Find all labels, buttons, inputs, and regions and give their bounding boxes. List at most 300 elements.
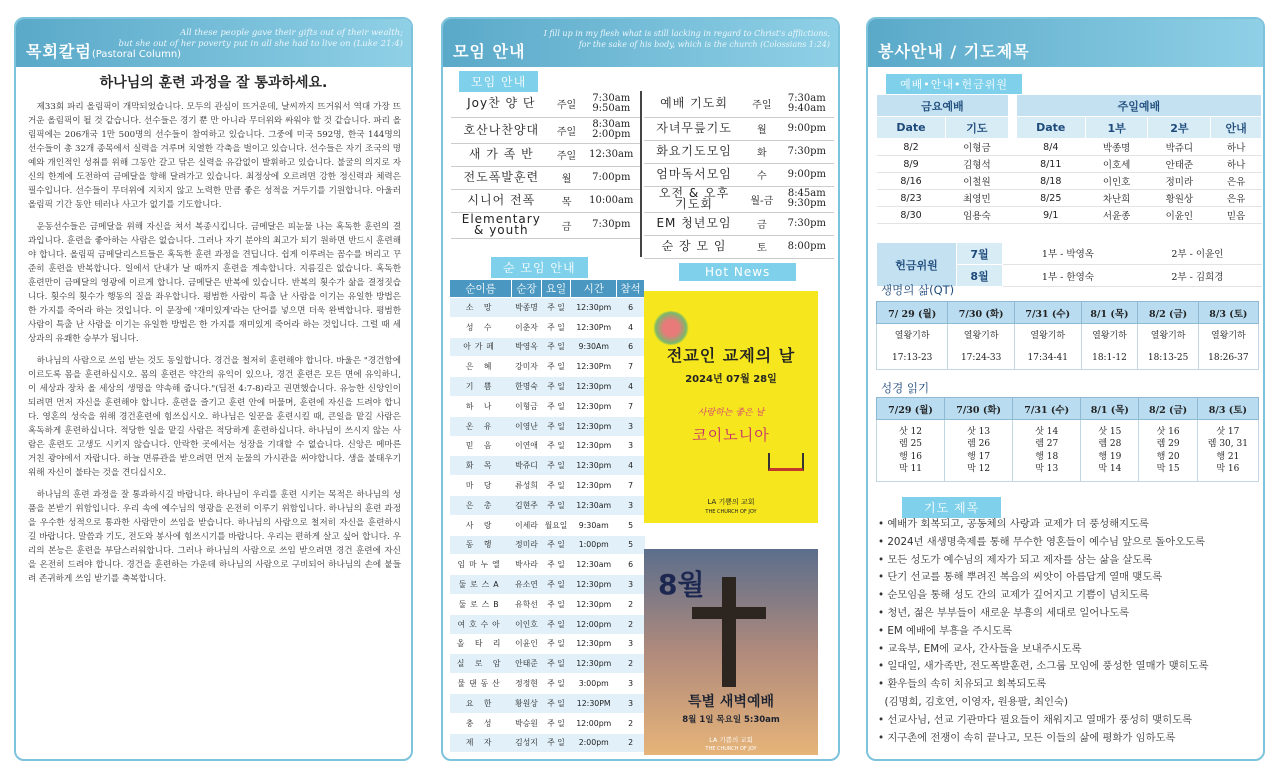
article-paragraph: 제33회 파리 올림픽이 개막되었습니다. 모두의 관심이 뜨거운데, 날씨까지 뜨거워서 역대 가장 뜨거운 올림픽이 될 것 같습니다. 선수들은 경기 뿐 만 아니라 무더위와 싸워야 할 것 같습니다. 파리 올림픽에는 206개국 1만 500명의 선수들이 참여하고 있습니다. 그중에 미국 592명, 한국 144명의 선수들이 총 32개 종목에서 실력을 겨루며 치열한 각축을 벌이고 있습니다. 선수들은 자기 조국의 명예와 개인적인 성취를 위해 그동안 갈고 닦은 실력을 유감없이 발휘하고 있습니다. 불굴의 의지로 자신의 한계에 도전하여 금메달을 향해 달려가고 있습니다. 최정상에 오르려면 강한 정신력과 체력은 필수입니다. 선수들이 무더위에 지치지 않고 노력한 만큼 좋은 성적을 거두기를 기원합니다. 아울러 올림픽 기간 동안 테러나 사고가 없기를 기도합니다. (28, 102, 401, 210)
qt-book: 열왕기하 (1210, 330, 1246, 341)
meeting-name: Joy찬 양 단 (451, 91, 552, 117)
service-cell: 안태준 (1148, 156, 1211, 173)
soon-cell: 류성희 (512, 476, 542, 496)
service-cell: 서윤종 (1085, 207, 1148, 224)
poster-script: 사랑하는 좋은 날 (697, 408, 765, 418)
poster-church: LA 기쁨의 교회 THE CHURCH OF JOY (705, 498, 757, 515)
soon-row (450, 298, 645, 318)
soon-cell: 믿 음 (450, 436, 512, 456)
service-cell: 믿음 (1211, 207, 1262, 224)
article-title: 하나님의 훈련 과정을 잘 통과하세요. (99, 75, 328, 91)
meeting-day: 토 (744, 235, 780, 258)
hot-news-tag: Hot News (679, 263, 796, 281)
service-cell: 황원상 (1148, 190, 1211, 207)
soon-cell: 김성지 (512, 733, 542, 753)
qt-ref: 18:26-37 (1208, 352, 1249, 363)
soon-cell: 12:30am (571, 495, 617, 515)
prayer-tag: 기도 제목 (902, 497, 1001, 518)
meeting-name: EM 청년모임 (644, 212, 744, 235)
soon-cell: 주 일 (541, 634, 571, 654)
soon-cell: 12:30pm (571, 377, 617, 397)
meeting-day: 목 (552, 189, 582, 212)
article-paragraph: 하나님의 사람으로 쓰임 받는 것도 동일합니다. 경건을 철저히 훈련해야 합니다. 바울은 "경건함에 이르도록 몸을 훈련하십시오. 몸의 훈련은 약간의 유익이 있으나, 경건 훈련은 모든 면에 유익하니, 이 세상과 장차 올 세상의 생명을 약속해 줍니다."(딤전 4:7-8)라고 권면했습니다. 유능한 신앙인이 되려면 먼저 자신을 훈련해야 합니다. 훈련을 즐기고 훈련 안에 머물며, 훈련에 자신을 드려야 합니다. 영혼의 성숙을 위해 경건훈련에 힘쓰십시오. 하나님은 일꾼을 훈련시킬 때, 큰일을 맡길 사람은 혹독하게 훈련하십니다. 적당한 일을 맡길 사람은 적당하게 훈련하십니다. 하나님이 쓰시지 않는 사람은 훈련도 고생도 시키지 않습니다. 안락한 곳에서는 성장을 기대할 수 없습니다. 신앙은 메마른 거친 광야에서 자랍니다. 하늘 면류관을 받으려면 먼저 눈물의 가시관을 써야합니다. 생을 불태우기 위해 자신이 불타는 것을 견디십시오. (28, 356, 401, 478)
offering-table (876, 242, 1262, 287)
meeting-name: 화요기도모임 (644, 140, 744, 163)
qt-book: 열왕기하 (1092, 330, 1127, 341)
flower-icon (652, 311, 690, 345)
qt-header: 7/30 (화) (948, 302, 1015, 324)
prayer-item: • 순모임을 통해 성도 간의 교제가 깊어지고 기쁨이 넘치도록 (878, 589, 1149, 602)
service-cell: 김형석 (946, 156, 1009, 173)
soon-cell: 12:30Pm (571, 317, 617, 337)
bible-ref: 막 13 (1035, 464, 1059, 474)
qt-header-row (877, 302, 1259, 324)
soon-cell: 박쥬디 (512, 456, 542, 476)
bible-ref: 삿 15 (1098, 426, 1122, 437)
bible-ref: 막 16 (1216, 464, 1240, 474)
bible-ref: 렘 30, 31 (1207, 439, 1248, 449)
bible-ref: 삿 13 (967, 426, 991, 437)
spacer (1008, 95, 1016, 117)
meeting-row (451, 166, 641, 189)
qt-cell (1138, 324, 1198, 370)
meeting-day: 월 (744, 117, 780, 140)
qt-cell (1081, 324, 1138, 370)
soon-row (450, 495, 645, 515)
soon-cell: 박종명 (512, 298, 542, 318)
soon-row (450, 654, 645, 674)
qt-book: 열왕기하 (894, 330, 930, 341)
pastoral-column-panel (14, 17, 413, 761)
bible-header: 8/1 (목) (1081, 398, 1139, 420)
offering-cell: 1부 - 한영숙 (1003, 265, 1133, 287)
service-cell: 8/25 (1016, 190, 1085, 207)
soon-cell: 12:30PM (571, 693, 617, 713)
service-cell: 8/9 (877, 156, 946, 173)
soon-cell: 이형금 (512, 396, 542, 416)
soon-cell: 3 (617, 436, 645, 456)
offering-cell: 2부 - 이윤인 (1133, 243, 1262, 265)
soon-cell: 아가페 (450, 337, 512, 357)
qt-row (877, 324, 1259, 370)
bible-ref: 행 20 (1156, 451, 1180, 462)
soon-cell: 월요일 (541, 515, 571, 535)
spacer (1008, 190, 1016, 207)
meeting-day: 금 (552, 212, 582, 238)
soon-cell: 7 (617, 396, 645, 416)
service-cell: 하나 (1211, 139, 1262, 156)
poster-brand: 코이노니아 (692, 426, 770, 444)
offering-row (877, 243, 1263, 265)
soon-row (450, 317, 645, 337)
soon-cell: 소 망 (450, 298, 512, 318)
meeting-table-right (644, 91, 834, 259)
soon-cell: 6 (617, 555, 645, 575)
meeting-time: 7:30pm (780, 212, 834, 235)
soon-cell: 올 타 리 (450, 634, 512, 654)
offering-label: 헌금위원 (877, 243, 957, 287)
soon-cell: 박사라 (512, 555, 542, 575)
soon-row (450, 436, 645, 456)
soon-cell: 주 일 (541, 535, 571, 555)
service-cell: 8/2 (877, 139, 946, 156)
soon-cell: 실 로 암 (450, 654, 512, 674)
meeting-time: 7:00pm (582, 166, 641, 189)
meeting-time: 8:45am 9:30pm (780, 186, 834, 212)
qt-ref: 17:24-33 (960, 352, 1002, 363)
soon-cell: 4 (617, 456, 645, 476)
soon-cell: 5 (617, 515, 645, 535)
soon-cell: 12:30am (571, 555, 617, 575)
soon-cell: 충 성 (450, 713, 512, 733)
bible-ref: 렘 25 (899, 439, 923, 449)
bible-cell (1081, 420, 1139, 482)
soon-cell: 물댄동산 (450, 674, 512, 694)
soon-cell: 12:00pm (571, 713, 617, 733)
service-header: 2부 (1148, 117, 1211, 139)
soon-cell: 6 (617, 298, 645, 318)
soon-cell: 9:30Am (571, 337, 617, 357)
cross-icon (722, 577, 736, 687)
soon-cell: 한명숙 (512, 377, 542, 397)
meeting-row (644, 212, 834, 235)
bible-ref: 삿 12 (899, 426, 923, 437)
bible-ref: 막 12 (967, 464, 991, 474)
meeting-name: Elementary & youth (451, 212, 552, 238)
article-paragraph: 하나님의 훈련 과정을 잘 통과하시길 바랍니다. 하나님이 우리를 훈련 시키는 목적은 하나님의 성품을 본받기 위함입니다. 우리 속에 예수님의 영광을 온전히 이루기 위함입니다. 하나님의 훈련 과정을 우수한 성적으로 통과한 사람만이 쓰임을 받습니다. 하나님의 사람으로 철저히 자신을 훈련하시길 바랍니다. 말씀과 기도, 전도와 봉사에 힘쓰시기를 바랍니다. 우리는 편하게 살고 싶어 합니다. 우리의 본능은 훈련을 부담스러워합니다. 그러나 하나님의 사람으로 쓰임 받으려면 경건 훈련에 자신을 온전히 드려야 합니다. 경건을 훈련하는 가운데 하나님의 사람으로 구비되어 하나님의 손에 붙들려 존귀하게 쓰임 받기를 축복합니다. (28, 490, 401, 584)
spacer (1008, 156, 1016, 173)
soon-cell: 강미자 (512, 357, 542, 377)
soon-cell: 이춘자 (512, 317, 542, 337)
soon-cell: 12:30pm (571, 634, 617, 654)
service-row (877, 139, 1262, 156)
qt-ref: 17:34-41 (1027, 352, 1068, 363)
soon-header: 시간 (571, 280, 617, 298)
bible-header: 7/30 (화) (945, 398, 1013, 420)
bible-ref: 행 19 (1098, 451, 1122, 462)
soon-cell: 12:30pm (571, 436, 617, 456)
bible-reading-title: 성경 읽기 (881, 381, 930, 395)
soon-cell: 7 (617, 357, 645, 377)
bible-ref: 행 16 (899, 451, 923, 462)
soon-row (450, 594, 645, 614)
bible-ref: 렘 29 (1156, 439, 1180, 449)
sunday-header: 주일예배 (1016, 95, 1261, 117)
prayer-item: • 단기 선교를 통해 뿌려진 복음의 씨앗이 아름답게 열매 맺도록 (878, 571, 1163, 584)
spacer (1008, 207, 1016, 224)
soon-row (450, 713, 645, 733)
prayer-item: • 청년, 젊은 부부들이 새로운 부흥의 세대로 일어나도록 (878, 606, 1130, 619)
soon-header-row (450, 280, 645, 298)
qt-book: 열왕기하 (1150, 330, 1186, 341)
meeting-row (451, 91, 641, 117)
bible-header: 8/3 (토) (1197, 398, 1258, 420)
bible-ref: 막 15 (1156, 464, 1180, 474)
service-cell: 8/18 (1016, 173, 1085, 190)
service-cell: 이윤인 (1148, 207, 1211, 224)
meeting-day: 월-금 (744, 186, 780, 212)
soon-cell: 사 랑 (450, 515, 512, 535)
meeting-row (644, 235, 834, 258)
soon-cell: 주 일 (541, 594, 571, 614)
qt-header: 8/2 (금) (1138, 302, 1198, 324)
service-row (877, 173, 1262, 190)
soon-header: 참석 (617, 280, 645, 298)
soon-cell: 2 (617, 733, 645, 753)
bible-cell (1197, 420, 1258, 482)
soon-cell: 12:30pm (571, 594, 617, 614)
soon-row (450, 575, 645, 595)
soon-cell: 3 (617, 495, 645, 515)
soon-cell: 주 일 (541, 298, 571, 318)
service-header: 안내 (1211, 117, 1262, 139)
poster-church: LA 기쁨의 교회 THE CHURCH OF JOY (705, 736, 757, 752)
soon-cell: 3 (617, 634, 645, 654)
panel-title: 목회칼럼(Pastoral Column) (26, 42, 182, 61)
soon-row (450, 476, 645, 496)
meeting-day: 주일 (552, 91, 582, 117)
soon-cell: 주 일 (541, 555, 571, 575)
offering-month: 7월 (957, 243, 1003, 265)
soon-cell: 주 일 (541, 654, 571, 674)
meeting-panel (441, 17, 840, 761)
service-tag: 예배•안내•헌금위원 (886, 74, 1022, 94)
soon-cell: 정정현 (512, 674, 542, 694)
bible-cell (1013, 420, 1081, 482)
bible-row (877, 420, 1259, 482)
prayer-item: • 모든 성도가 예수님의 제자가 되고 제자를 삼는 삶을 살도록 (878, 553, 1153, 566)
service-cell: 8/30 (877, 207, 946, 224)
pastoral-column-header (16, 19, 411, 67)
meeting-time: 7:30am 9:40am (780, 91, 834, 117)
soon-cell: 3 (617, 575, 645, 595)
soon-cell: 주 일 (541, 436, 571, 456)
meeting-name: 오전 & 오후 기도회 (644, 186, 744, 212)
meeting-name: 예배 기도회 (644, 91, 744, 117)
soon-cell: 1:00pm (571, 535, 617, 555)
church-house-icon (768, 453, 804, 471)
prayer-item: (김명희, 김호연, 이영자, 원용팔, 최인숙) (878, 695, 1068, 708)
service-prayer-panel (866, 17, 1265, 761)
service-header: Date (1016, 117, 1085, 139)
soon-cell: 9:30am (571, 515, 617, 535)
soon-cell: 이연애 (512, 436, 542, 456)
offering-month: 8월 (957, 265, 1003, 287)
soon-cell: 화 목 (450, 456, 512, 476)
bible-header: 7/31 (수) (1013, 398, 1081, 420)
soon-cell: 주 일 (541, 495, 571, 515)
bible-header: 7/29 (월) (877, 398, 945, 420)
service-header-row (877, 117, 1262, 139)
service-row (877, 156, 1262, 173)
soon-cell: 박영옥 (512, 337, 542, 357)
soon-cell: 주 일 (541, 357, 571, 377)
meeting-row (451, 189, 641, 212)
soon-row (450, 693, 645, 713)
soon-cell: 주 일 (541, 693, 571, 713)
soon-row (450, 614, 645, 634)
soon-cell: 은 혜 (450, 357, 512, 377)
poster-title: 특별 새벽예배 (687, 694, 775, 710)
poster-title: 전교인 교제의 날 (666, 346, 796, 365)
soon-cell: 제 자 (450, 733, 512, 753)
spacer (1008, 139, 1016, 156)
service-group-row (877, 95, 1262, 117)
soon-cell: 2 (617, 654, 645, 674)
soon-cell: 요 한 (450, 693, 512, 713)
qt-header: 8/3 (토) (1198, 302, 1258, 324)
soon-cell: 주 일 (541, 456, 571, 476)
qt-cell (1198, 324, 1258, 370)
prayer-item: • 선교사님, 선교 기관마다 필요들이 채워지고 열매가 풍성히 맺히도록 (878, 713, 1193, 726)
soon-cell: 6 (617, 337, 645, 357)
prayer-item: • EM 예배에 부흥을 주시도록 (878, 624, 1013, 637)
article-body (16, 100, 411, 586)
soon-cell: 2 (617, 614, 645, 634)
meeting-day: 주일 (552, 117, 582, 143)
soon-cell: 주 일 (541, 674, 571, 694)
meeting-tag: 모임 안내 (459, 71, 538, 92)
meeting-name: 엄마독서모임 (644, 163, 744, 186)
offering-cell: 1부 - 박영옥 (1003, 243, 1133, 265)
bible-header: 8/2 (금) (1139, 398, 1197, 420)
soon-cell: 3 (617, 416, 645, 436)
spacer (1008, 173, 1016, 190)
panel-title: 모임 안내 (453, 42, 526, 61)
meeting-name: 새 가 족 반 (451, 143, 552, 166)
soon-cell: 12:30pm (571, 298, 617, 318)
soon-cell: 12:00pm (571, 614, 617, 634)
soon-cell: 12:30Pm (571, 357, 617, 377)
soon-cell: 주 일 (541, 614, 571, 634)
service-cell: 이호세 (1085, 156, 1148, 173)
soon-cell: 3 (617, 693, 645, 713)
prayer-list (878, 516, 1258, 747)
meeting-time: 7:30pm (780, 140, 834, 163)
soon-row (450, 733, 645, 753)
soon-cell: 12:30pm (571, 654, 617, 674)
friday-header: 금요예배 (877, 95, 1009, 117)
bible-ref: 렘 27 (1035, 439, 1059, 449)
bible-ref: 행 17 (967, 451, 991, 462)
soon-cell: 주 일 (541, 396, 571, 416)
cross-icon-bar (692, 607, 766, 619)
meeting-name: 시니어 전폭 (451, 189, 552, 212)
soon-row (450, 515, 645, 535)
soon-row (450, 555, 645, 575)
service-header (868, 19, 1263, 67)
bible-header-row (877, 398, 1259, 420)
poster-fellowship-day (644, 291, 818, 523)
meeting-name: 전도폭발훈련 (451, 166, 552, 189)
service-cell: 정미라 (1148, 173, 1211, 190)
soon-header: 순장 (512, 280, 542, 298)
service-cell: 박쥬디 (1148, 139, 1211, 156)
service-cell: 차난희 (1085, 190, 1148, 207)
qt-cell (948, 324, 1015, 370)
spacer (1008, 117, 1016, 139)
soon-cell: 3 (617, 674, 645, 694)
soon-cell: 4 (617, 377, 645, 397)
service-cell: 8/16 (877, 173, 946, 190)
soon-cell: 온 유 (450, 416, 512, 436)
soon-cell: 하 나 (450, 396, 512, 416)
service-cell: 최영민 (946, 190, 1009, 207)
soon-cell: 주 일 (541, 733, 571, 753)
soon-cell: 은 총 (450, 495, 512, 515)
bible-ref: 막 11 (899, 464, 923, 474)
bible-ref: 행 21 (1216, 451, 1240, 462)
soon-cell: 황원상 (512, 693, 542, 713)
soon-cell: 3:00pm (571, 674, 617, 694)
bible-ref: 삿 17 (1216, 426, 1240, 437)
soon-cell: 2 (617, 594, 645, 614)
soon-row (450, 396, 645, 416)
qt-ref: 18:13-25 (1147, 352, 1189, 363)
soon-cell: 성 수 (450, 317, 512, 337)
soon-row (450, 357, 645, 377)
bible-cell (877, 420, 945, 482)
qt-cell (877, 324, 948, 370)
qt-header: 7/31 (수) (1014, 302, 1081, 324)
soon-cell: 동 행 (450, 535, 512, 555)
poster-dawn-service (644, 549, 818, 755)
soon-cell: 김현주 (512, 495, 542, 515)
meeting-name: 호산나찬양대 (451, 117, 552, 143)
bible-reading-table (876, 397, 1259, 482)
soon-cell: 주 일 (541, 337, 571, 357)
service-row (877, 207, 1262, 224)
qt-cell (1014, 324, 1081, 370)
meeting-row (644, 140, 834, 163)
soon-cell: 12:30pm (571, 416, 617, 436)
soon-tag: 순 모임 안내 (491, 257, 588, 278)
meeting-row (644, 117, 834, 140)
soon-cell: 이영난 (512, 416, 542, 436)
service-cell: 하나 (1211, 156, 1262, 173)
service-cell: 이인호 (1085, 173, 1148, 190)
soon-cell: 둘로스A (450, 575, 512, 595)
bible-cell (945, 420, 1013, 482)
soon-cell: 박승원 (512, 713, 542, 733)
service-cell: 박종명 (1085, 139, 1148, 156)
meeting-header (443, 19, 838, 67)
service-cell: 은유 (1211, 173, 1262, 190)
meeting-row (644, 186, 834, 212)
meeting-time: 9:00pm (780, 163, 834, 186)
prayer-item: • 환우들의 속히 치유되고 회복되도록 (878, 678, 1047, 691)
qt-book: 열왕기하 (1030, 330, 1066, 341)
soon-cell: 임마누엘 (450, 555, 512, 575)
qt-book: 열왕기하 (963, 330, 999, 341)
soon-cell: 기 쁨 (450, 377, 512, 397)
bible-ref: 삿 16 (1156, 426, 1180, 437)
soon-meeting-table (449, 279, 645, 753)
service-header: 1부 (1085, 117, 1148, 139)
bible-ref: 삿 14 (1035, 426, 1059, 437)
soon-cell: 5 (617, 535, 645, 555)
meeting-row (451, 117, 641, 143)
service-header: 기도 (946, 117, 1009, 139)
soon-cell: 주 일 (541, 575, 571, 595)
bible-ref: 막 14 (1098, 464, 1122, 474)
soon-cell: 7 (617, 476, 645, 496)
soon-row (450, 674, 645, 694)
soon-cell: 이윤인 (512, 634, 542, 654)
service-cell: 임용숙 (946, 207, 1009, 224)
offering-cell: 2부 - 김희경 (1133, 265, 1262, 287)
soon-row (450, 456, 645, 476)
